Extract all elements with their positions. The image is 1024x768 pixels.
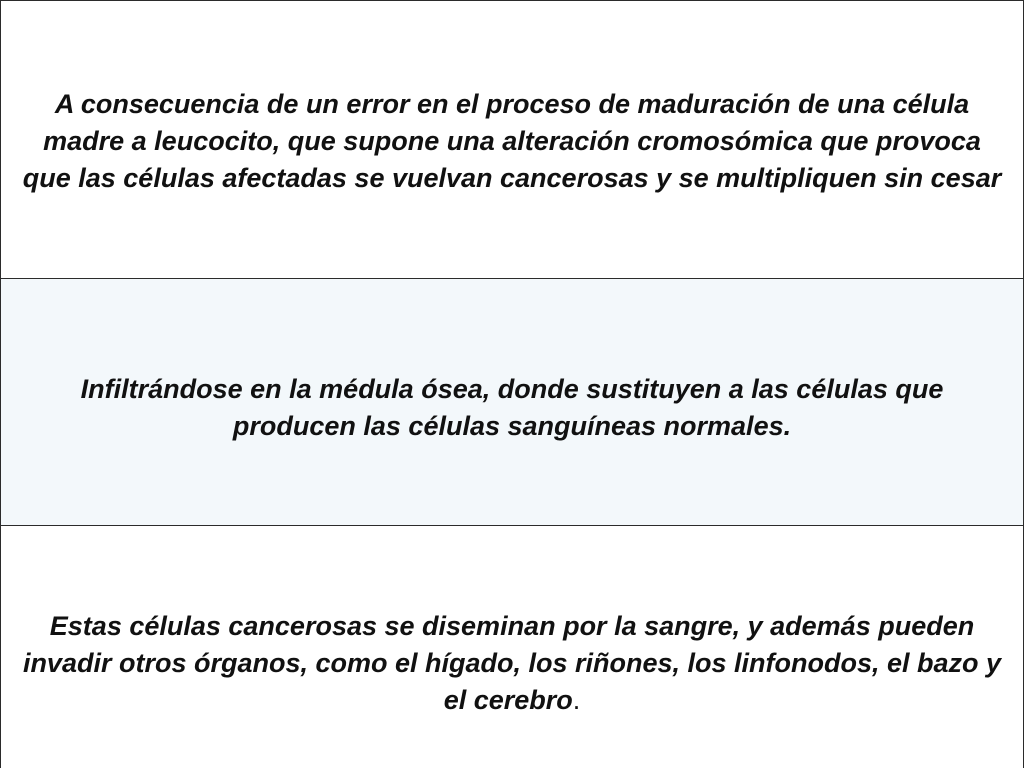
row-1-text: A consecuencia de un error en el proceso de maduración de una célula madre a leucocito, que supone una alteración cromosómica que provoca que las células afectadas se vuelvan cancerosas y se multipliquen sin cesar <box>22 89 1002 193</box>
row-3-period: . <box>572 684 581 715</box>
text-row-1 <box>0 0 1024 279</box>
row-2-text: Infiltrándose en la médula ósea, donde sustituyen a las células que producen las células sanguíneas normales. <box>80 374 944 441</box>
row-3-paragraph <box>12 576 1012 719</box>
row-3-text: Estas células cancerosas se diseminan por la sangre, y además pueden invadir otros órganos, como el hígado, los riñones, los linfonodos, el bazo y el cerebro <box>22 610 1002 715</box>
text-row-2 <box>0 279 1024 526</box>
text-row-3 <box>0 526 1024 768</box>
